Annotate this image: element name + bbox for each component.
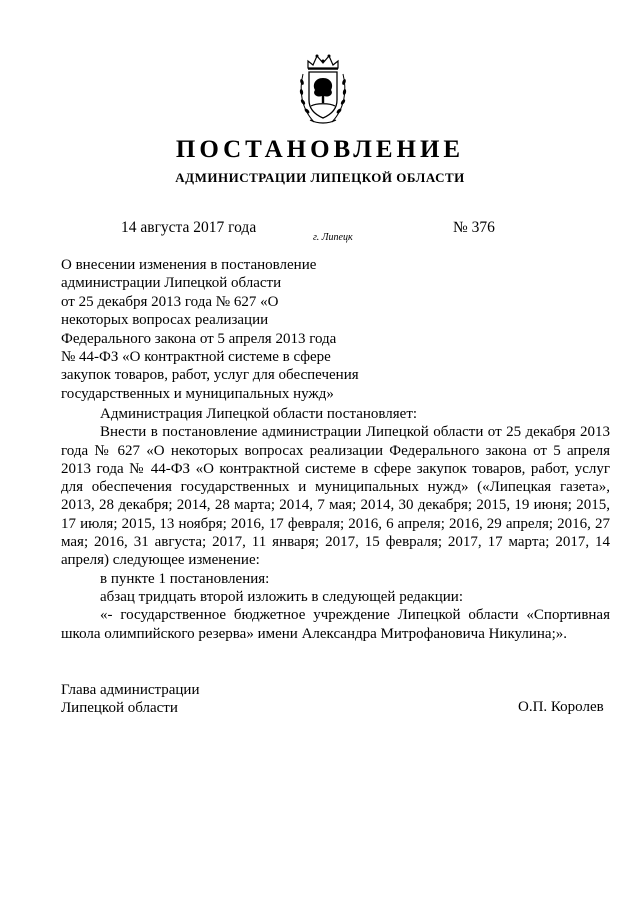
subject-line: О внесении изменения в постановление	[61, 257, 317, 273]
issuing-authority: АДМИНИСТРАЦИИ ЛИПЕЦКОЙ ОБЛАСТИ	[175, 170, 465, 185]
subject-line: государственных и муниципальных нужд»	[61, 385, 334, 402]
subject-line: Федерального закона от 5 апреля 2013 года	[61, 330, 337, 347]
subject-line: администрации Липецкой области	[61, 275, 282, 292]
document-body	[61, 405, 610, 643]
item-paragraph: в пункте 1 постановления:	[100, 570, 270, 587]
instruction-paragraph: абзац тридцать второй изложить в следующей редакции:	[100, 588, 463, 605]
coat-of-arms-icon	[298, 52, 348, 126]
subject-line: от 25 декабря 2013 года № 627 «О	[61, 293, 279, 310]
signatory-name: О.П. Королев	[518, 699, 604, 715]
subject-line: закупок товаров, работ, услуг для обеспечения	[61, 367, 359, 384]
quote-paragraph: «- государственное бюджетное учреждение Липецкой области «Спортивная школа олимпийского резерва» имени Александра Митрофановича Никулина;».	[61, 607, 610, 642]
document-subject	[61, 256, 381, 403]
signatory-title-line: Глава администрации	[61, 682, 200, 698]
subject-line: некоторых вопросах реализации	[61, 312, 269, 329]
main-paragraph: Внести в постановление администрации Липецкой области от 25 декабря 2013 года № 627 «О некоторых вопросах реализации Федерального закона от 5 апреля 2013 года № 44-ФЗ «О контрактной системе в сфере закупок товаров, работ, услуг для обеспечения государственных и муниципальных нужд» («Липецкая газета», 2013, 28 декабря; 2014, 28 марта; 2014, 7 мая; 2014, 30 декабря; 2015, 19 июня; 2015, 17 июля; 2015, 13 ноября; 2016, 17 февраля; 2016, 6 апреля; 2016, 29 апреля; 2016, 27 мая; 2016, 31 августа; 2017, 11 января; 2017, 15 февраля; 2017, 17 марта; 2017, 14 апреля) следующее изменение:	[61, 424, 610, 569]
signatory-title	[61, 681, 199, 718]
document-number: № 376	[453, 219, 495, 236]
document-title: ПОСТАНОВЛЕНИЕ	[175, 136, 465, 163]
document-city: г. Липецк	[313, 232, 353, 243]
document-date: 14 августа 2017 года	[121, 219, 257, 236]
signatory-title-line: Липецкой области	[61, 700, 178, 717]
intro-paragraph: Администрация Липецкой области постановляет:	[100, 406, 418, 422]
subject-line: № 44-ФЗ «О контрактной системе в сфере	[61, 349, 331, 366]
